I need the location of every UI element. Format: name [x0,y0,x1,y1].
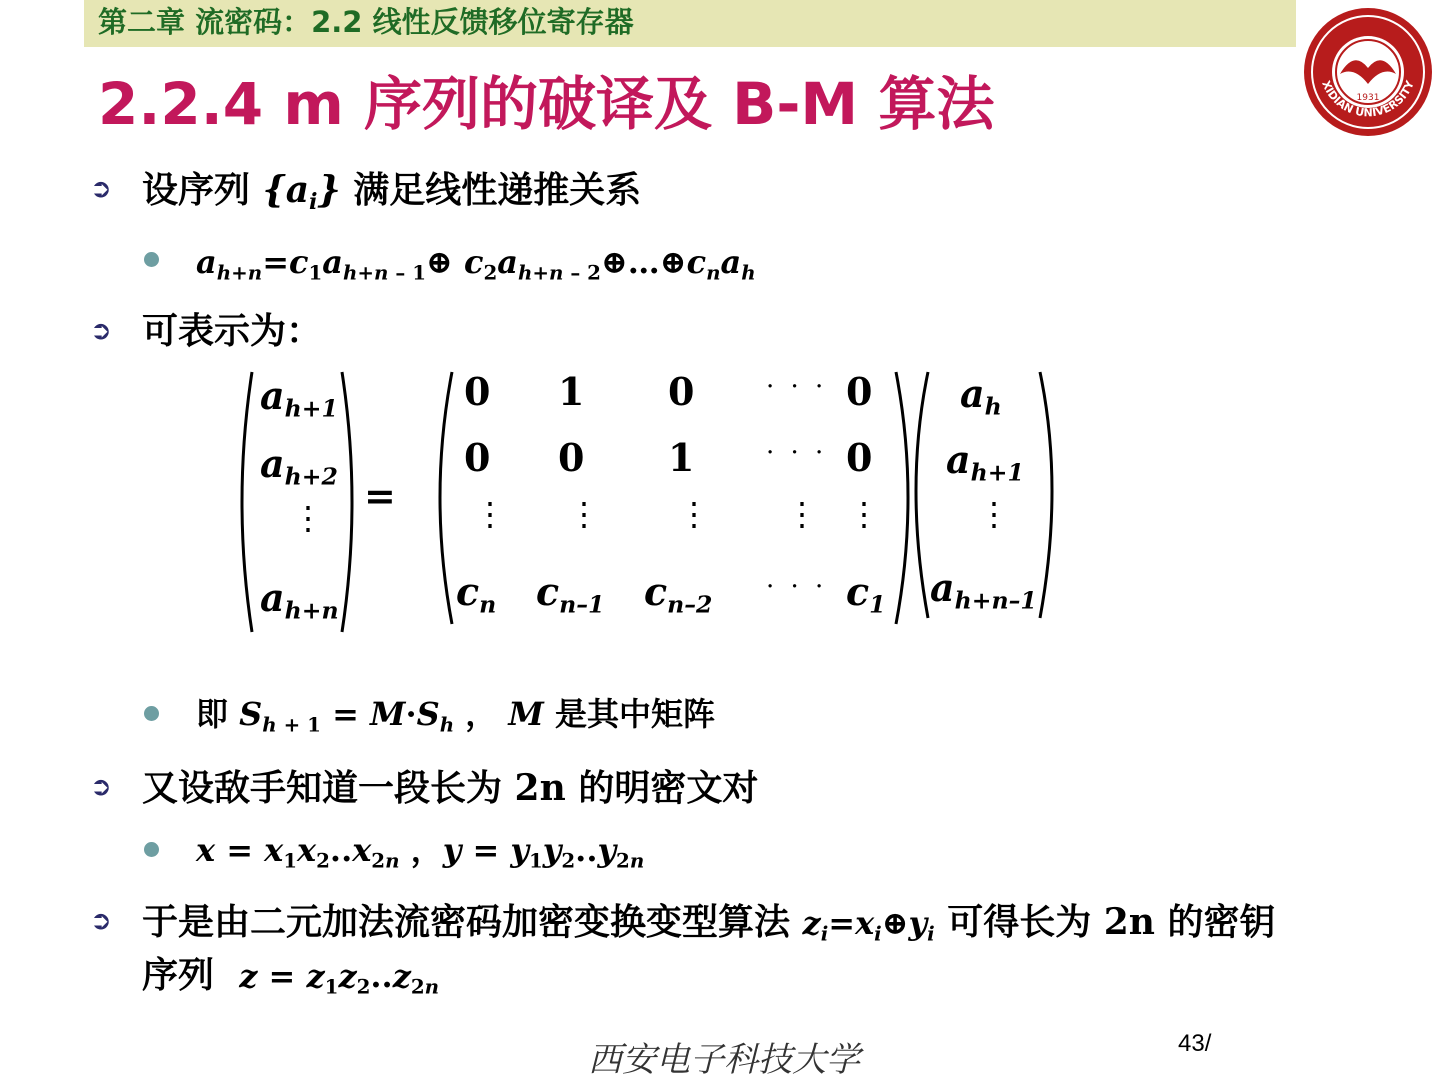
slide-title: 2.2.4 m 序列的破译及 B-M 算法 [98,70,995,138]
arrow-bullet-icon: ➲ [90,772,112,802]
matrix-entry: $c_{n-2}$ [644,569,713,619]
bullet-keystream-line2: 序列 $z = z_1z_2..z_{2n}$ [142,955,440,999]
bullet-keystream: 于是由二元加法流密码加密变换变型算法 $z_i=x_i\oplus y_i$ 可得长为 2n 的密钥 [142,901,1276,946]
equals-sign: = [364,473,396,518]
matrix-entry: 0 [558,435,585,480]
vdots: ⋮ [292,499,324,537]
vector-entry: $a_{h+2}$ [260,441,338,491]
hdots: · · · [766,438,828,468]
arrow-bullet-icon: ➲ [90,174,112,204]
page-number: 43/ [1178,1030,1212,1057]
chapter-header-text: 第二章 流密码：2.2 线性反馈移位寄存器 [98,5,634,39]
vector-entry: $a_{h+n-1}$ [930,565,1037,615]
vector-entry: $a_{h+1}$ [260,373,338,423]
vector-entry: $a_{h+1}$ [946,437,1024,487]
matrix-equation [230,362,1060,642]
university-seal-logo [1300,4,1436,140]
vdots: ⋮ [978,495,1010,533]
bullet-known-pairs: 又设敌手知道一段长为 2n 的明密文对 [142,767,759,809]
vector-entry: $a_{h+n}$ [260,575,339,625]
hdots: · · · [766,572,828,602]
seal-name: XIDIAN UNIVERSITY [1319,78,1417,120]
bullet-recurrence-intro: 设序列 $\{a_i\}$ 满足线性递推关系 [142,169,642,216]
vdots: ⋮ [848,495,880,533]
arrow-bullet-icon: ➲ [90,316,112,346]
matrix-entry: 0 [846,435,873,480]
recurrence-formula: $a_{h+n}=c_1a_{h+n - 1}\oplus$ $c_2a_{h+n - 2}\oplus\dots\oplus c_na_h$ [196,243,756,285]
dot-bullet-icon [144,706,159,721]
vdots: ⋮ [786,495,818,533]
matrix-entry: $c_n$ [456,569,497,619]
matrix-entry: 0 [464,435,491,480]
matrix-entry: 0 [668,369,695,414]
university-signature-logo: 西安电子科技大学 [588,1040,860,1080]
hdots: · · · [766,372,828,402]
matrix-entry: 1 [668,435,695,480]
vdots: ⋮ [568,495,600,533]
bullet-matrix-intro: 可表示为： [142,311,323,352]
seal-year: 1931 [1356,93,1380,103]
state-transition-text: 即 $S_{h + 1} = M\cdot S_h$ ， M 是其中矩阵 [196,695,715,737]
dot-bullet-icon [144,842,159,857]
matrix-entry: 0 [464,369,491,414]
vdots: ⋮ [678,495,710,533]
vdots: ⋮ [474,495,506,533]
matrix-entry: 0 [846,369,873,414]
vector-entry: $a_h$ [960,371,1002,421]
chapter-header [84,0,1296,47]
arrow-bullet-icon: ➲ [90,906,112,936]
matrix-entry: $c_{n-1}$ [536,569,605,619]
dot-bullet-icon [144,252,159,267]
matrix-entry: $c_1$ [846,569,886,619]
matrix-entry: 1 [558,369,585,414]
plaintext-ciphertext-formula: $x = x_1x_2..x_{2n}$ ，$y = y_1y_2..y_{2n}$ [196,831,645,873]
